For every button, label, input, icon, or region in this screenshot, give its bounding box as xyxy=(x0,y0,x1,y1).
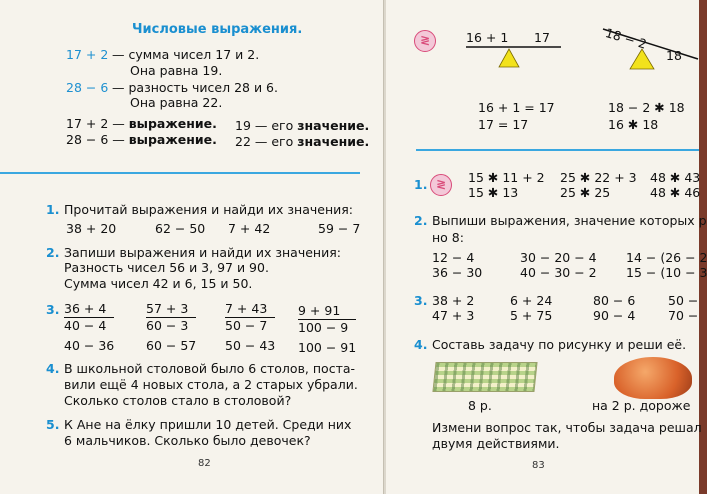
section-divider xyxy=(0,172,360,174)
task-3-col-1: 38 + 2 47 + 3 xyxy=(432,293,475,323)
task-1-expr: 59 − 7 xyxy=(318,221,361,236)
towel-picture xyxy=(432,362,537,392)
intro-value-1: Она равна 19. xyxy=(130,63,223,78)
compare-badge-icon: ≷ xyxy=(414,30,436,52)
task-1-col-1: 15 ✱ 11 + 2 15 ✱ 13 xyxy=(468,170,545,200)
intro-text-2: — разность чисел 28 и 6. xyxy=(112,80,278,95)
price-1: 8 р. xyxy=(468,398,492,413)
knit-hat-picture xyxy=(614,357,692,399)
intro-expr-2: 28 − 6 xyxy=(66,80,109,95)
page-83 xyxy=(386,0,707,494)
task-2-line: Разность чисел 56 и 3, 97 и 90. xyxy=(64,260,269,275)
task-3-col-3: 7 + 43 50 − 7 50 − 43 xyxy=(225,301,276,353)
task-3-col-2: 57 + 3 60 − 3 60 − 57 xyxy=(146,301,197,353)
scale-1-left: 16 + 1 xyxy=(466,30,509,45)
rule-expr-1: 17 + 2 — выражение. xyxy=(66,116,217,131)
tilted-scale-icon xyxy=(598,15,698,75)
page-number: 83 xyxy=(532,460,545,471)
task-2-line: Выпиши выражения, значение которых р xyxy=(432,213,707,228)
task-5-number: 5. xyxy=(46,417,60,432)
task-1-expr: 7 + 42 xyxy=(228,221,271,236)
task-3-col-1: 36 + 4 40 − 4 40 − 36 xyxy=(64,301,115,353)
task-3-col-4: 9 + 91 100 − 9 100 − 91 xyxy=(298,303,357,355)
price-2: на 2 р. дороже xyxy=(592,398,691,413)
task-1-number: 1. xyxy=(414,177,428,192)
intro-value-2: Она равна 22. xyxy=(130,95,223,110)
task-4-followup: двумя действиями. xyxy=(432,436,560,451)
task-4-line: вили ещё 4 новых стола, а 2 старых убрали. xyxy=(64,377,358,392)
task-1-text: Прочитай выражения и найди их значения: xyxy=(64,202,353,217)
task-2-line: но 8: xyxy=(432,230,464,245)
task-4-text: Составь задачу по рисунку и реши её. xyxy=(432,337,687,352)
rule-expr-2: 28 − 6 — выражение. xyxy=(66,132,217,147)
intro-expr-1: 17 + 2 xyxy=(66,47,109,62)
task-1-expr: 62 − 50 xyxy=(155,221,206,236)
task-3-number: 3. xyxy=(46,302,60,317)
compare-2: 17 = 17 xyxy=(478,117,529,132)
scale-2-left: 18 − 2 xyxy=(603,25,649,52)
task-4-line: В школьной столовой было 6 столов, поста- xyxy=(64,361,356,376)
task-2-col-1: 12 − 4 36 − 30 xyxy=(432,250,483,280)
section-divider xyxy=(416,149,699,151)
task-3-col-4: 50 − 70 − xyxy=(668,293,699,323)
task-2-col-3: 14 − (26 − 2 15 − (10 − 3 xyxy=(626,250,707,280)
task-1-expr: 38 + 20 xyxy=(66,221,117,236)
scale-1-right: 17 xyxy=(534,30,550,45)
rule-value-1: 19 — его значение. xyxy=(235,118,370,133)
task-4-number: 4. xyxy=(46,361,60,376)
task-2-line: Запиши выражения и найди их значения: xyxy=(64,245,341,260)
compare-4: 16 ✱ 18 xyxy=(608,117,659,132)
intro-text-1: — сумма чисел 17 и 2. xyxy=(112,47,260,62)
task-5-line: К Ане на ёлку пришли 10 детей. Среди них xyxy=(64,417,352,432)
task-5-line: 6 мальчиков. Сколько было девочек? xyxy=(64,433,311,448)
compare-3: 18 − 2 ✱ 18 xyxy=(608,100,685,115)
task-4-number: 4. xyxy=(414,337,428,352)
task-1-number: 1. xyxy=(46,202,60,217)
task-4-line: Сколько столов стало в столовой? xyxy=(64,393,292,408)
task-2-number: 2. xyxy=(414,213,428,228)
page-number: 82 xyxy=(198,458,211,469)
rule-value-2: 22 — его значение. xyxy=(235,134,370,149)
task-2-number: 2. xyxy=(46,245,60,260)
task-3-col-3: 80 − 6 90 − 4 xyxy=(593,293,636,323)
task-2-col-2: 30 − 20 − 4 40 − 30 − 2 xyxy=(520,250,597,280)
compare-badge-icon: ≷ xyxy=(430,174,452,196)
scale-2-right: 18 xyxy=(666,48,682,63)
task-1-col-3: 48 ✱ 43 48 ✱ 46 xyxy=(650,170,701,200)
compare-1: 16 + 1 = 17 xyxy=(478,100,555,115)
task-2-line: Сумма чисел 42 и 6, 15 и 50. xyxy=(64,276,253,291)
task-4-followup: Измени вопрос так, чтобы задача решал xyxy=(432,420,702,435)
task-3-col-2: 6 + 24 5 + 75 xyxy=(510,293,553,323)
task-1-col-2: 25 ✱ 22 + 3 25 ✱ 25 xyxy=(560,170,637,200)
task-3-number: 3. xyxy=(414,293,428,308)
section-title: Числовые выражения. xyxy=(132,22,303,37)
